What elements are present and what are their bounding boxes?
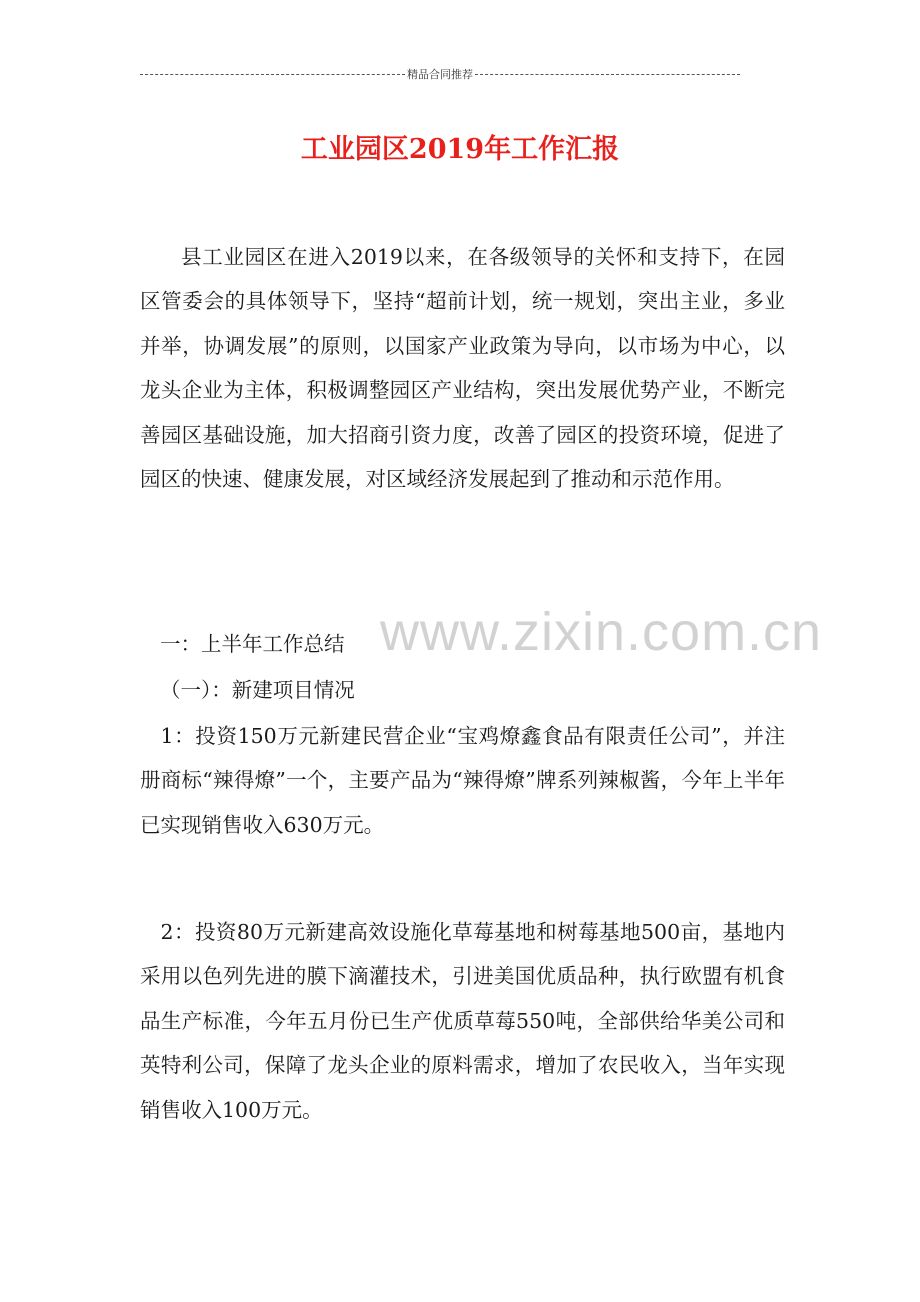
header-right-dashes xyxy=(475,74,740,75)
section-heading: 一：上半年工作总结 xyxy=(160,632,345,656)
project-item-1-text: 1：投资150万元新建民营企业“宝鸡燎鑫食品有限责任公司”，并注册商标“辣得燎”一个，主要产品为“辣得燎”牌系列辣椒酱，今年上半年已实现销售收入630万元。 xyxy=(140,724,785,837)
intro-text: 县工业园区在进入2019以来，在各级领导的关怀和支持下，在园区管委会的具体领导下，坚持“超前计划，统一规划，突出主业，多业并举，协调发展”的原则，以国家产业政策为导向，以市场为中心，以龙头企业为主体，积极调整园区产业结构，突出发展优势产业，不断完善园区基础设施，加大招商引资力度，改善了园区的投资环境，促进了园区的快速、健康发展，对区域经济发展起到了推动和示范作用。 xyxy=(140,245,785,492)
project-item-2-text: 2：投资80万元新建高效设施化草莓基地和树莓基地500亩，基地内采用以色列先进的膜下滴灌技术，引进美国优质品种，执行欧盟有机食品生产标准，今年五月份已生产优质草莓550吨，全部供给华美公司和英特利公司，保障了龙头企业的原料需求，增加了农民收入，当年实现销售收入100万元。 xyxy=(140,920,785,1122)
project-item-2 xyxy=(140,910,785,1132)
intro-paragraph xyxy=(140,235,785,501)
header-left-dashes xyxy=(140,74,405,75)
subsection-heading: （一）：新建项目情况 xyxy=(160,678,355,702)
watermark: www.zixin.com.cn xyxy=(380,602,823,662)
document-title: 工业园区2019年工作汇报 xyxy=(300,134,620,166)
project-item-1 xyxy=(140,714,785,847)
header-label: 精品合同推荐 xyxy=(407,68,473,81)
page-header-rule xyxy=(140,64,740,84)
